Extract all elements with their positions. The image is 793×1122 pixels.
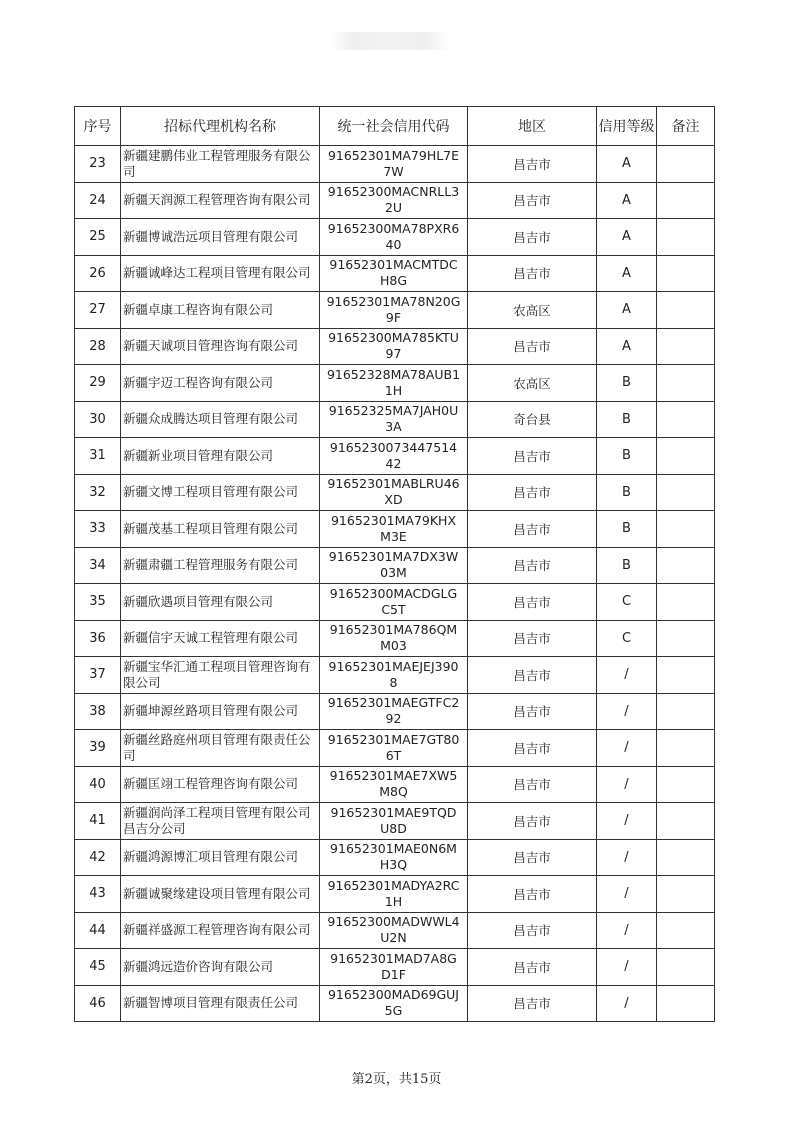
table-row — [75, 511, 715, 548]
remark-cell — [657, 474, 715, 511]
credit-code-cell: 91652301MAE7XW5M8Q — [320, 766, 468, 803]
agency-name-cell: 新疆智博项目管理有限责任公司 — [121, 985, 320, 1022]
row-number-cell: 41 — [75, 803, 121, 840]
agency-name-cell: 新疆众成腾达项目管理有限公司 — [121, 401, 320, 438]
credit-grade-cell: A — [597, 255, 657, 292]
row-number-cell: 33 — [75, 511, 121, 548]
agency-name-cell: 新疆坤源丝路项目管理有限公司 — [121, 693, 320, 730]
row-number-cell: 43 — [75, 876, 121, 913]
table-row — [75, 876, 715, 913]
remark-cell — [657, 766, 715, 803]
table-row — [75, 401, 715, 438]
credit-code-cell: 91652300MA785KTU97 — [320, 328, 468, 365]
credit-code-cell: 91652301MABLRU46XD — [320, 474, 468, 511]
row-number-cell: 39 — [75, 730, 121, 767]
table-row — [75, 146, 715, 183]
region-cell: 农高区 — [468, 292, 597, 329]
row-number-cell: 28 — [75, 328, 121, 365]
agency-name-cell: 新疆润尚泽工程项目管理有限公司昌吉分公司 — [121, 803, 320, 840]
region-cell: 昌吉市 — [468, 255, 597, 292]
credit-code-cell: 91652301MAE9TQDU8D — [320, 803, 468, 840]
agency-name-cell: 新疆天润源工程管理咨询有限公司 — [121, 182, 320, 219]
row-number-cell: 26 — [75, 255, 121, 292]
agency-name-cell: 新疆新业项目管理有限公司 — [121, 438, 320, 475]
remark-cell — [657, 255, 715, 292]
credit-grade-cell: A — [597, 328, 657, 365]
header-region: 地区 — [468, 107, 597, 146]
agency-name-cell: 新疆匡翊工程管理咨询有限公司 — [121, 766, 320, 803]
credit-grade-cell: / — [597, 985, 657, 1022]
remark-cell — [657, 912, 715, 949]
remark-cell — [657, 328, 715, 365]
credit-code-cell: 916523007344751442 — [320, 438, 468, 475]
credit-code-cell: 91652300MACNRLL32U — [320, 182, 468, 219]
row-number-cell: 30 — [75, 401, 121, 438]
agency-name-cell: 新疆诚峰达工程项目管理有限公司 — [121, 255, 320, 292]
row-number-cell: 24 — [75, 182, 121, 219]
credit-grade-cell: / — [597, 912, 657, 949]
credit-code-cell: 91652300MA78PXR640 — [320, 219, 468, 256]
remark-cell — [657, 949, 715, 986]
credit-code-cell: 91652301MADYA2RC1H — [320, 876, 468, 913]
table-row — [75, 182, 715, 219]
remark-cell — [657, 730, 715, 767]
agency-name-cell: 新疆博诚浩远项目管理有限公司 — [121, 219, 320, 256]
credit-code-cell: 91652301MA78N20G9F — [320, 292, 468, 329]
credit-grade-cell: C — [597, 620, 657, 657]
agency-name-cell: 新疆茂基工程项目管理有限公司 — [121, 511, 320, 548]
credit-code-cell: 91652301MAE7GT806T — [320, 730, 468, 767]
remark-cell — [657, 620, 715, 657]
table-row — [75, 438, 715, 475]
agency-name-cell: 新疆宝华汇通工程项目管理咨询有限公司 — [121, 657, 320, 694]
row-number-cell: 29 — [75, 365, 121, 402]
region-cell: 奇台县 — [468, 401, 597, 438]
table-row — [75, 949, 715, 986]
credit-grade-cell: / — [597, 839, 657, 876]
region-cell: 昌吉市 — [468, 912, 597, 949]
region-cell: 昌吉市 — [468, 182, 597, 219]
credit-grade-cell: A — [597, 146, 657, 183]
remark-cell — [657, 584, 715, 621]
header-note: 备注 — [657, 107, 715, 146]
credit-code-cell: 91652301MAD7A8GD1F — [320, 949, 468, 986]
credit-grade-cell: B — [597, 474, 657, 511]
table-row — [75, 474, 715, 511]
table-row — [75, 766, 715, 803]
region-cell: 昌吉市 — [468, 438, 597, 475]
credit-grade-cell: C — [597, 584, 657, 621]
credit-code-cell: 91652300MACDGLGC5T — [320, 584, 468, 621]
remark-cell — [657, 182, 715, 219]
region-cell: 昌吉市 — [468, 766, 597, 803]
row-number-cell: 32 — [75, 474, 121, 511]
row-number-cell: 37 — [75, 657, 121, 694]
credit-grade-cell: B — [597, 365, 657, 402]
table-row — [75, 584, 715, 621]
row-number-cell: 36 — [75, 620, 121, 657]
remark-cell — [657, 219, 715, 256]
region-cell: 昌吉市 — [468, 839, 597, 876]
region-cell: 昌吉市 — [468, 511, 597, 548]
remark-cell — [657, 365, 715, 402]
row-number-cell: 42 — [75, 839, 121, 876]
header-code: 统一社会信用代码 — [320, 107, 468, 146]
agency-name-cell: 新疆宇迈工程咨询有限公司 — [121, 365, 320, 402]
agency-credit-table — [74, 106, 715, 1022]
region-cell: 农高区 — [468, 365, 597, 402]
credit-code-cell: 91652301MAEJEJ3908 — [320, 657, 468, 694]
remark-cell — [657, 803, 715, 840]
row-number-cell: 23 — [75, 146, 121, 183]
region-cell: 昌吉市 — [468, 584, 597, 621]
region-cell: 昌吉市 — [468, 985, 597, 1022]
remark-cell — [657, 438, 715, 475]
agency-name-cell: 新疆卓康工程咨询有限公司 — [121, 292, 320, 329]
region-cell: 昌吉市 — [468, 693, 597, 730]
table-row — [75, 730, 715, 767]
agency-name-cell: 新疆信宇天诚工程管理有限公司 — [121, 620, 320, 657]
table-row — [75, 365, 715, 402]
remark-cell — [657, 985, 715, 1022]
remark-cell — [657, 401, 715, 438]
remark-cell — [657, 876, 715, 913]
row-number-cell: 38 — [75, 693, 121, 730]
remark-cell — [657, 547, 715, 584]
agency-name-cell: 新疆祥盛源工程管理咨询有限公司 — [121, 912, 320, 949]
credit-grade-cell: B — [597, 438, 657, 475]
credit-code-cell: 91652301MAEGTFC292 — [320, 693, 468, 730]
credit-code-cell: 91652301MAE0N6MH3Q — [320, 839, 468, 876]
table-row — [75, 985, 715, 1022]
remark-cell — [657, 292, 715, 329]
agency-name-cell: 新疆文博工程项目管理有限公司 — [121, 474, 320, 511]
page-number: 第2页，共15页 — [351, 1072, 442, 1087]
table-row — [75, 912, 715, 949]
credit-grade-cell: / — [597, 949, 657, 986]
credit-grade-cell: / — [597, 876, 657, 913]
table-row — [75, 328, 715, 365]
agency-name-cell: 新疆诚聚缘建设项目管理有限公司 — [121, 876, 320, 913]
region-cell: 昌吉市 — [468, 547, 597, 584]
credit-grade-cell: B — [597, 547, 657, 584]
credit-code-cell: 91652301MACMTDCH8G — [320, 255, 468, 292]
row-number-cell: 45 — [75, 949, 121, 986]
agency-name-cell: 新疆鸿远造价咨询有限公司 — [121, 949, 320, 986]
row-number-cell: 27 — [75, 292, 121, 329]
table-row — [75, 547, 715, 584]
region-cell: 昌吉市 — [468, 328, 597, 365]
table-row — [75, 657, 715, 694]
credit-grade-cell: B — [597, 401, 657, 438]
agency-name-cell: 新疆丝路庭州项目管理有限责任公司 — [121, 730, 320, 767]
table-row — [75, 693, 715, 730]
agency-name-cell: 新疆欣遇项目管理有限公司 — [121, 584, 320, 621]
header-name: 招标代理机构名称 — [121, 107, 320, 146]
header-no: 序号 — [75, 107, 121, 146]
table-row — [75, 255, 715, 292]
table-row — [75, 620, 715, 657]
remark-cell — [657, 839, 715, 876]
region-cell: 昌吉市 — [468, 620, 597, 657]
remark-cell — [657, 693, 715, 730]
credit-grade-cell: B — [597, 511, 657, 548]
remark-cell — [657, 657, 715, 694]
table-row — [75, 292, 715, 329]
row-number-cell: 44 — [75, 912, 121, 949]
remark-cell — [657, 146, 715, 183]
table-row — [75, 839, 715, 876]
agency-name-cell: 新疆建鹏伟业工程管理服务有限公司 — [121, 146, 320, 183]
region-cell: 昌吉市 — [468, 474, 597, 511]
table-row — [75, 803, 715, 840]
credit-code-cell: 91652301MA79KHXM3E — [320, 511, 468, 548]
credit-code-cell: 91652301MA79HL7E7W — [320, 146, 468, 183]
credit-code-cell: 91652325MA7JAH0U3A — [320, 401, 468, 438]
row-number-cell: 40 — [75, 766, 121, 803]
region-cell: 昌吉市 — [468, 657, 597, 694]
credit-code-cell: 91652328MA78AUB11H — [320, 365, 468, 402]
row-number-cell: 31 — [75, 438, 121, 475]
credit-grade-cell: / — [597, 657, 657, 694]
row-number-cell: 35 — [75, 584, 121, 621]
region-cell: 昌吉市 — [468, 803, 597, 840]
agency-name-cell: 新疆天诚项目管理咨询有限公司 — [121, 328, 320, 365]
region-cell: 昌吉市 — [468, 219, 597, 256]
credit-grade-cell: / — [597, 803, 657, 840]
agency-name-cell: 新疆鸿源博汇项目管理有限公司 — [121, 839, 320, 876]
table-header-row — [75, 107, 715, 146]
credit-grade-cell: / — [597, 730, 657, 767]
credit-code-cell: 91652300MADWWL4U2N — [320, 912, 468, 949]
credit-grade-cell: A — [597, 182, 657, 219]
credit-grade-cell: / — [597, 693, 657, 730]
row-number-cell: 34 — [75, 547, 121, 584]
table-row — [75, 219, 715, 256]
agency-name-cell: 新疆肃疆工程管理服务有限公司 — [121, 547, 320, 584]
row-number-cell: 25 — [75, 219, 121, 256]
region-cell: 昌吉市 — [468, 146, 597, 183]
region-cell: 昌吉市 — [468, 949, 597, 986]
table-body — [75, 146, 715, 1022]
region-cell: 昌吉市 — [468, 730, 597, 767]
credit-code-cell: 91652301MA786QMM03 — [320, 620, 468, 657]
row-number-cell: 46 — [75, 985, 121, 1022]
remark-cell — [657, 511, 715, 548]
credit-grade-cell: / — [597, 766, 657, 803]
credit-grade-cell: A — [597, 292, 657, 329]
credit-code-cell: 91652301MA7DX3W03M — [320, 547, 468, 584]
header-grade: 信用等级 — [597, 107, 657, 146]
region-cell: 昌吉市 — [468, 876, 597, 913]
credit-code-cell: 91652300MAD69GUJ5G — [320, 985, 468, 1022]
credit-grade-cell: A — [597, 219, 657, 256]
scan-smudge — [330, 32, 450, 50]
